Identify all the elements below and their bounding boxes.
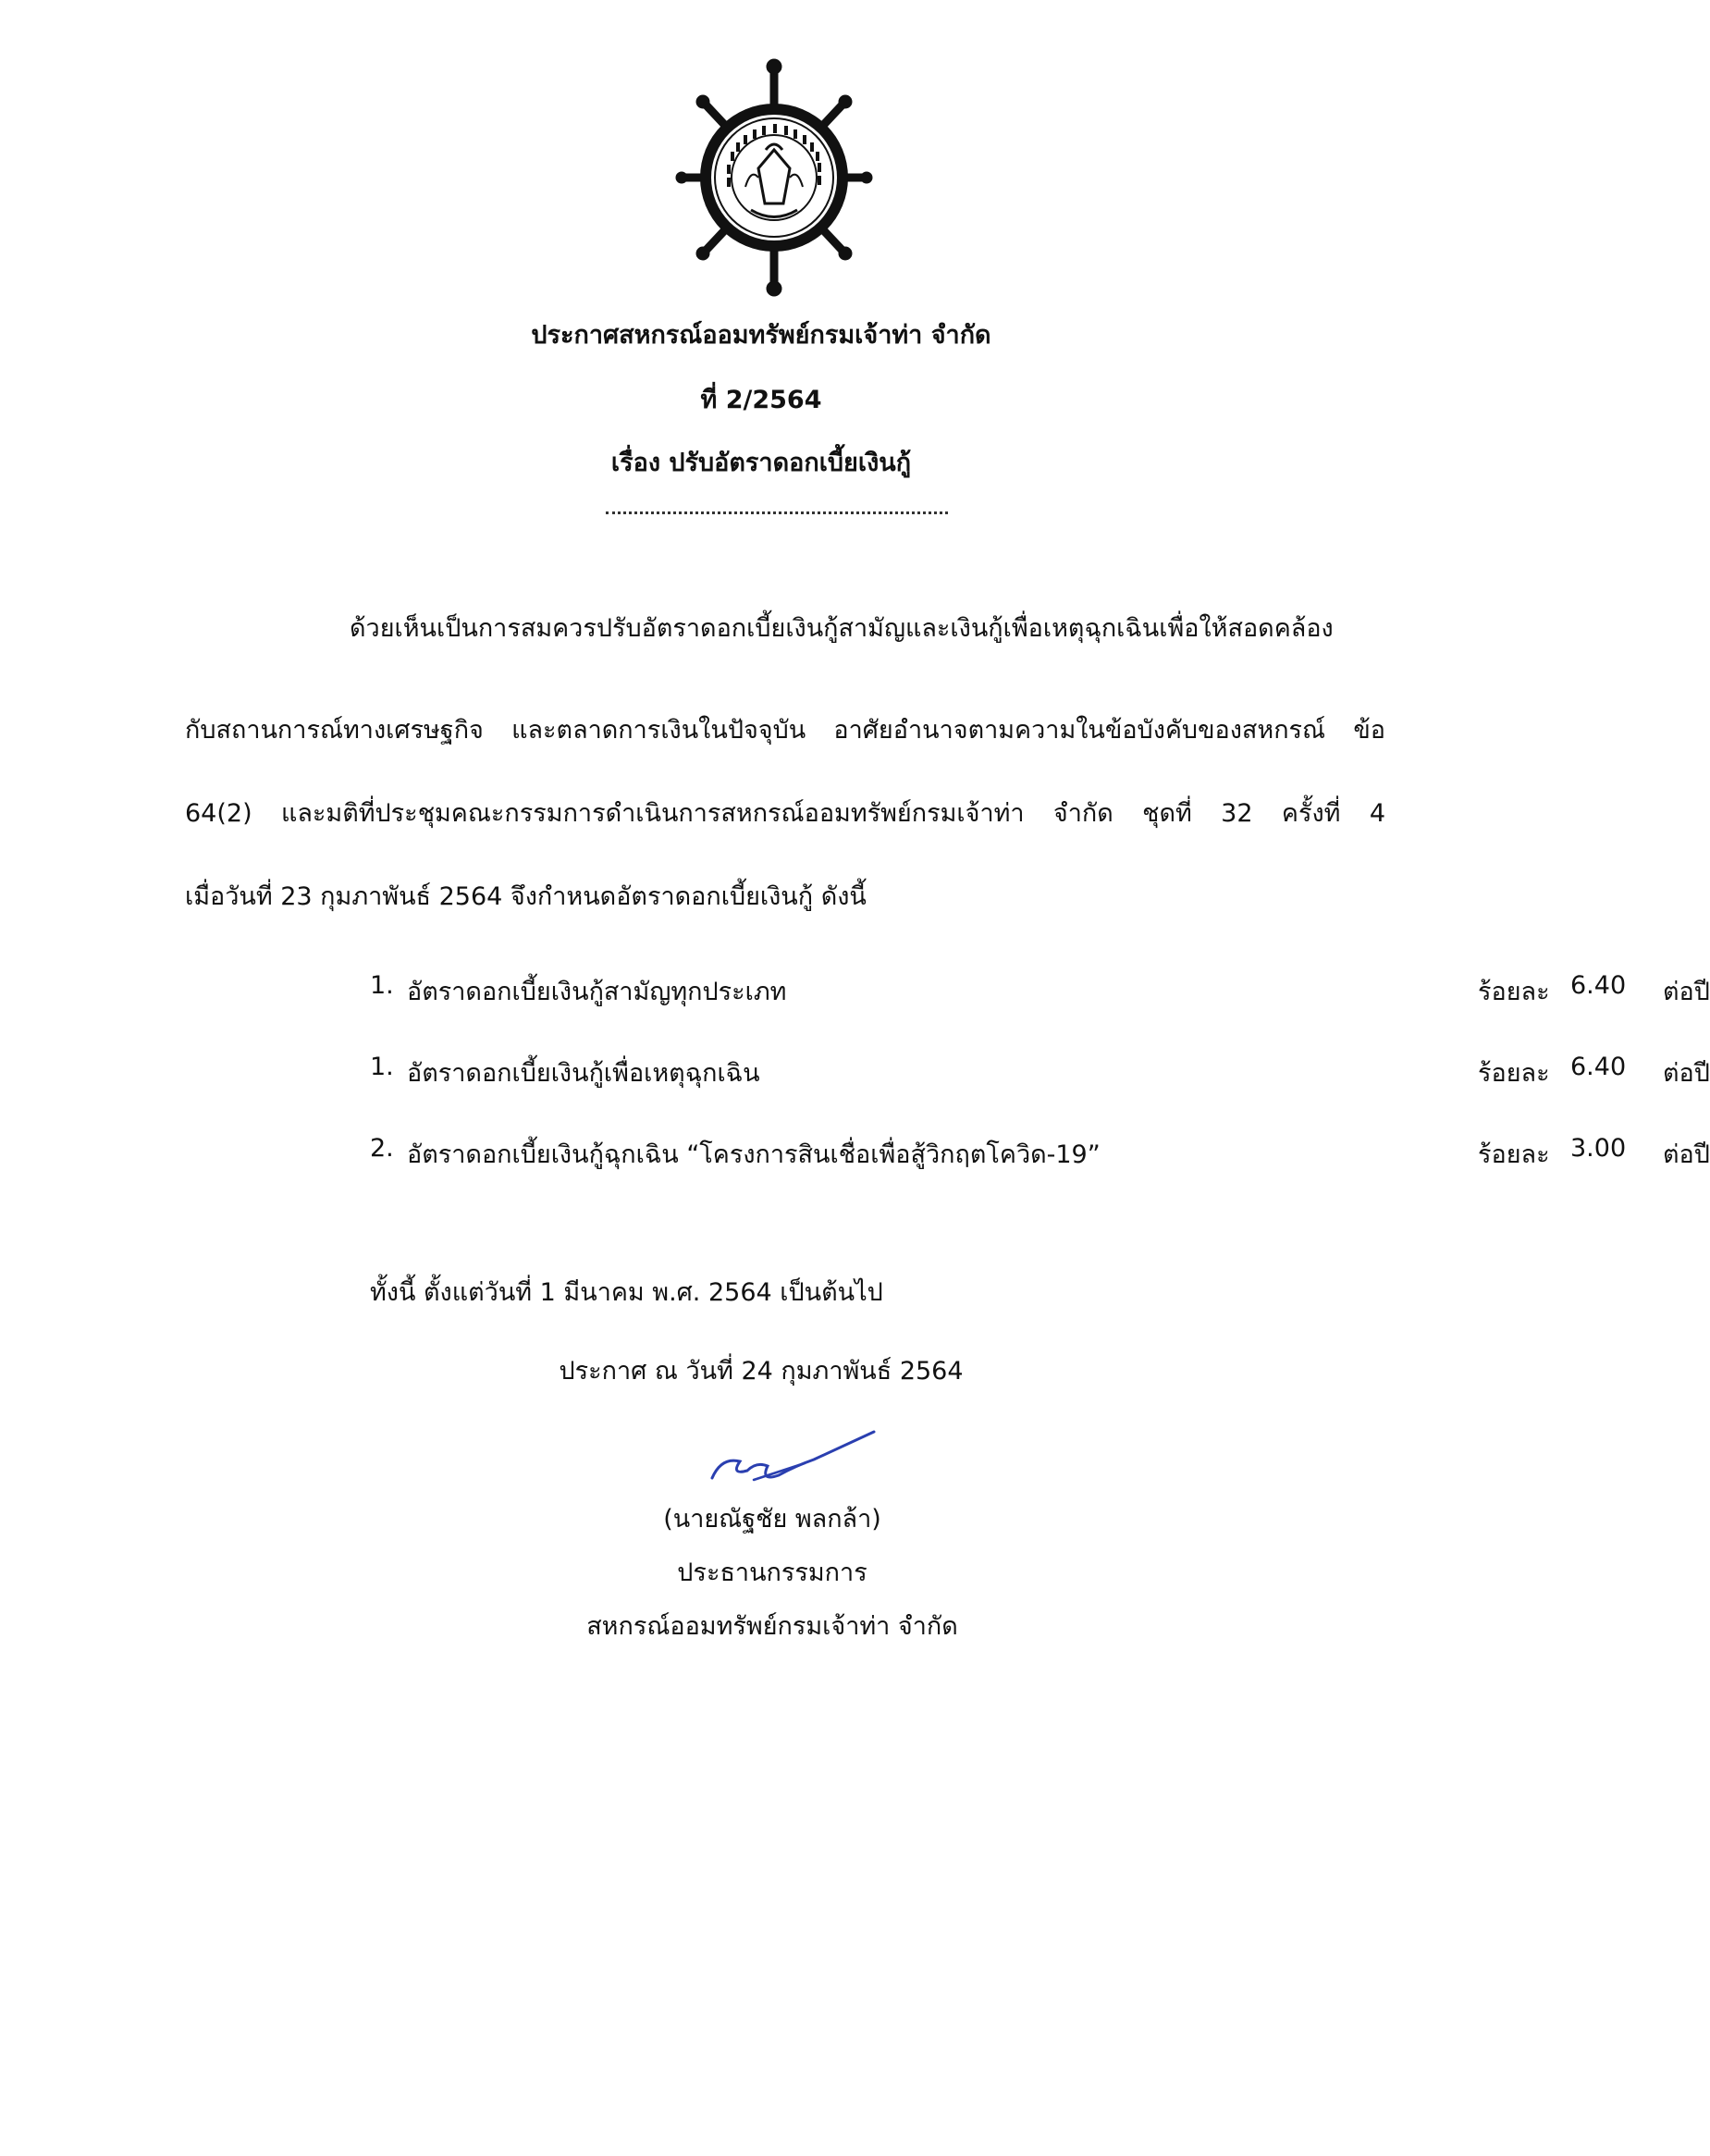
body-line-4: เมื่อวันที่ 23 กุมภาพันธ์ 2564 จึงกำหนดอัตราดอกเบี้ยเงินกู้ ดังนี้: [185, 882, 867, 911]
announcement-subject: เรื่อง ปรับอัตราดอกเบี้ยเงินกู้: [610, 449, 912, 477]
rate-percent-label: ร้อยละ: [1478, 978, 1550, 1006]
rate-number: 2.: [370, 1134, 394, 1163]
announcement-number: ที่ 2/2564: [700, 386, 822, 414]
rate-number: 1.: [370, 971, 394, 1000]
rate-value: 6.40: [1570, 1053, 1627, 1081]
announcement-date: ประกาศ ณ วันที่ 24 กุมภาพันธ์ 2564: [559, 1357, 964, 1386]
effective-date: ทั้งนี้ ตั้งแต่วันที่ 1 มีนาคม พ.ศ. 2564 เป็นต้นไป: [370, 1278, 883, 1307]
rate-per: ต่อปี: [1663, 978, 1710, 1006]
cooperative-emblem-icon: [677, 57, 871, 298]
signature-icon: [703, 1424, 879, 1489]
rate-value: 6.40: [1570, 971, 1627, 1000]
rate-label: อัตราดอกเบี้ยเงินกู้ฉุกเฉิน “โครงการสินเชื่อเพื่อสู้วิกฤตโควิด-19”: [407, 1140, 1101, 1169]
body-line-3: 64(2) และมติที่ประชุมคณะกรรมการดำเนินการสหกรณ์ออมทรัพย์กรมเจ้าท่า จำกัด ชุดที่ 32 ครั้งที่ 4: [185, 799, 1385, 828]
dotted-separator: [606, 511, 948, 514]
rate-percent-label: ร้อยละ: [1478, 1140, 1550, 1169]
rate-per: ต่อปี: [1663, 1140, 1710, 1169]
rate-label: อัตราดอกเบี้ยเงินกู้สามัญทุกประเภท: [407, 978, 787, 1006]
signer-organization: สหกรณ์ออมทรัพย์กรมเจ้าท่า จำกัด: [586, 1612, 958, 1641]
body-line-1: ด้วยเห็นเป็นการสมควรปรับอัตราดอกเบี้ยเงินกู้สามัญและเงินกู้เพื่อเหตุฉุกเฉินเพื่อให้สอดคล้อง: [350, 614, 1334, 643]
signer-position: ประธานกรรมการ: [677, 1558, 867, 1587]
body-line-2: กับสถานการณ์ทางเศรษฐกิจ และตลาดการเงินในปัจจุบัน อาศัยอำนาจตามความในข้อบังคับของสหกรณ์ ข้อ: [185, 716, 1385, 745]
announcement-title: ประกาศสหกรณ์ออมทรัพย์กรมเจ้าท่า จำกัด: [531, 321, 991, 350]
rate-per: ต่อปี: [1663, 1059, 1710, 1088]
rate-label: อัตราดอกเบี้ยเงินกู้เพื่อเหตุฉุกเฉิน: [407, 1059, 760, 1088]
rate-value: 3.00: [1570, 1134, 1627, 1163]
signer-name: (นายณัฐชัย พลกล้า): [663, 1505, 881, 1534]
rate-number: 1.: [370, 1053, 394, 1081]
rate-percent-label: ร้อยละ: [1478, 1059, 1550, 1088]
